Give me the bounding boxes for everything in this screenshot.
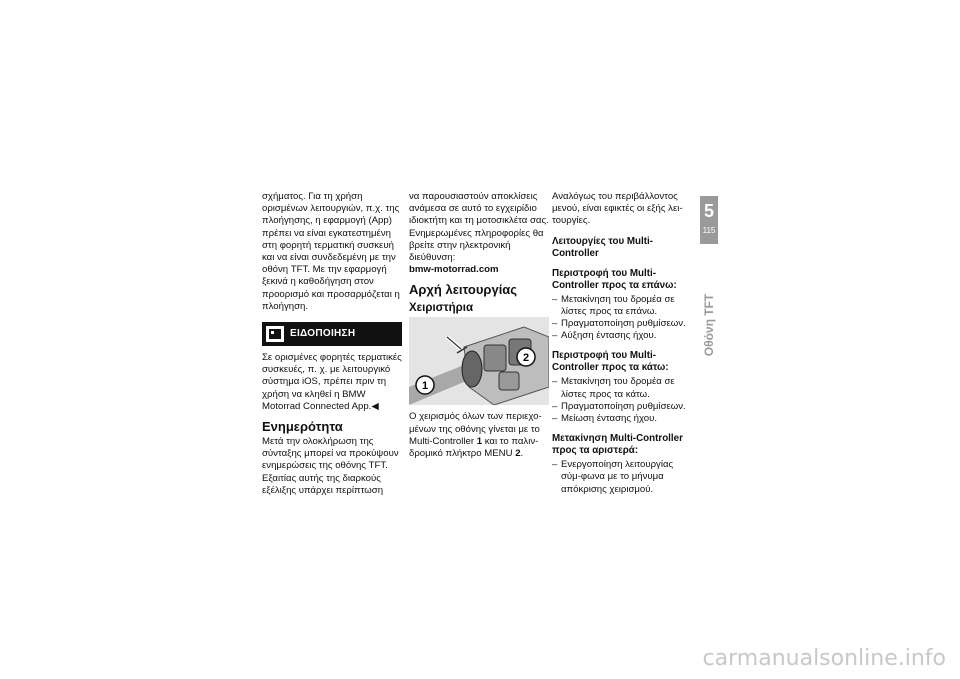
update-text: Μετά την ολοκλήρωση της σύνταξης μπορεί να προκύψουν ενημερώσεις της οθόνης TFT. Εξαιτίας αυτής της διαρκούς εξέλιξης υπάρχει περίπτωση: [262, 436, 399, 496]
chapter-number: 5: [703, 201, 714, 221]
rotate-up-heading: Περιστροφή του Multi-Controller προς τα επάνω:: [552, 267, 677, 291]
chapter-tab: [700, 196, 718, 244]
manual-icon: [266, 326, 284, 342]
column-2: [409, 191, 549, 460]
figure-label-1: 1: [421, 380, 429, 393]
list-item: – Πραγματοποίηση ρυθμίσεων.: [552, 401, 692, 413]
move-left-list: [552, 459, 692, 496]
figure-label-2: 2: [522, 352, 530, 365]
move-left-heading: Μετακίνηση Multi-Controller προς τα αριστερά:: [552, 433, 683, 457]
notice-title: ΕΙΔΟΠΟΙΗΣΗ: [290, 327, 356, 339]
context-paragraph: Αναλόγως του περιβάλλοντος μενού, είναι εφικτές οι εξής λει-τουργίες.: [552, 191, 683, 227]
section-title: Οθόνη TFT: [702, 293, 717, 357]
section-title-vertical: [697, 290, 721, 360]
functions-heading: Λειτουργίες του Multi-Controller: [552, 235, 654, 259]
figure-caption: Ο χειρισμός όλων των περιεχο-μένων της οθόνης γίνεται με το Multi-Controller 1 και το παλιν-δρομικό πλήκτρο MENU 2.: [409, 411, 542, 460]
list-item: – Μετακίνηση του δρομέα σε λίστες προς τα κάτω.: [552, 376, 692, 400]
website-url[interactable]: bmw-motorrad.com: [409, 264, 499, 276]
intro-paragraph: σχήματος. Για τη χρήση ορισμένων λειτουργιών, π.χ. της πλοήγησης, η εφαρμογή (App) πρέπει να είναι εγκατεστημένη στη φορητή τερματική συσκευή και να είναι συνδεδεμένη με την οθόνη TFT. Με την εφαρμογή ξεκινά η καθοδήγηση στον προορισμό και προσαρμόζεται η πλοήγηση.: [262, 191, 400, 312]
list-item: – Αύξηση έντασης ήχου.: [552, 330, 692, 342]
page-number: 115: [702, 226, 716, 235]
continuation-paragraph: να παρουσιαστούν αποκλίσεις ανάμεσα σε αυτό το εγχειρίδιο ιδιοκτήτη και τη μοτοσικλέτα σας. Ενημερωμένες πληροφορίες θα βρείτε στην ηλεκτρονική διεύθυνση:: [409, 191, 549, 264]
operation-heading: Αρχή λειτουργίας: [409, 282, 518, 298]
list-item: – Ενεργοποίηση λειτουργίας σύμ-φωνα με το μήνυμα απόκρισης χειρισμού.: [552, 459, 692, 496]
rotate-up-list: [552, 294, 692, 343]
controls-heading: Χειριστήρια: [409, 302, 474, 315]
list-item: – Μείωση έντασης ήχου.: [552, 413, 692, 425]
rotate-down-list: [552, 376, 692, 425]
notice-box: [262, 322, 402, 346]
column-1: [262, 191, 402, 497]
rotate-down-heading: Περιστροφή του Multi-Controller προς τα κάτω:: [552, 350, 669, 374]
list-item: – Μετακίνηση του δρομέα σε λίστες προς τα επάνω.: [552, 294, 692, 318]
notice-text: Σε ορισμένες φορητές τερματικές συσκευές, π. χ. με λειτουργικό σύστημα iOS, πρέπει πριν τη χρήση να κληθεί η BMW Motorrad Connected App.◀: [262, 352, 402, 412]
handlebar-controls-figure: [409, 317, 549, 405]
column-3: [552, 191, 692, 496]
list-item: – Πραγματοποίηση ρυθμίσεων.: [552, 318, 692, 330]
watermark: carmanualsonline.info: [702, 646, 946, 671]
update-heading: Ενημερότητα: [262, 419, 343, 435]
